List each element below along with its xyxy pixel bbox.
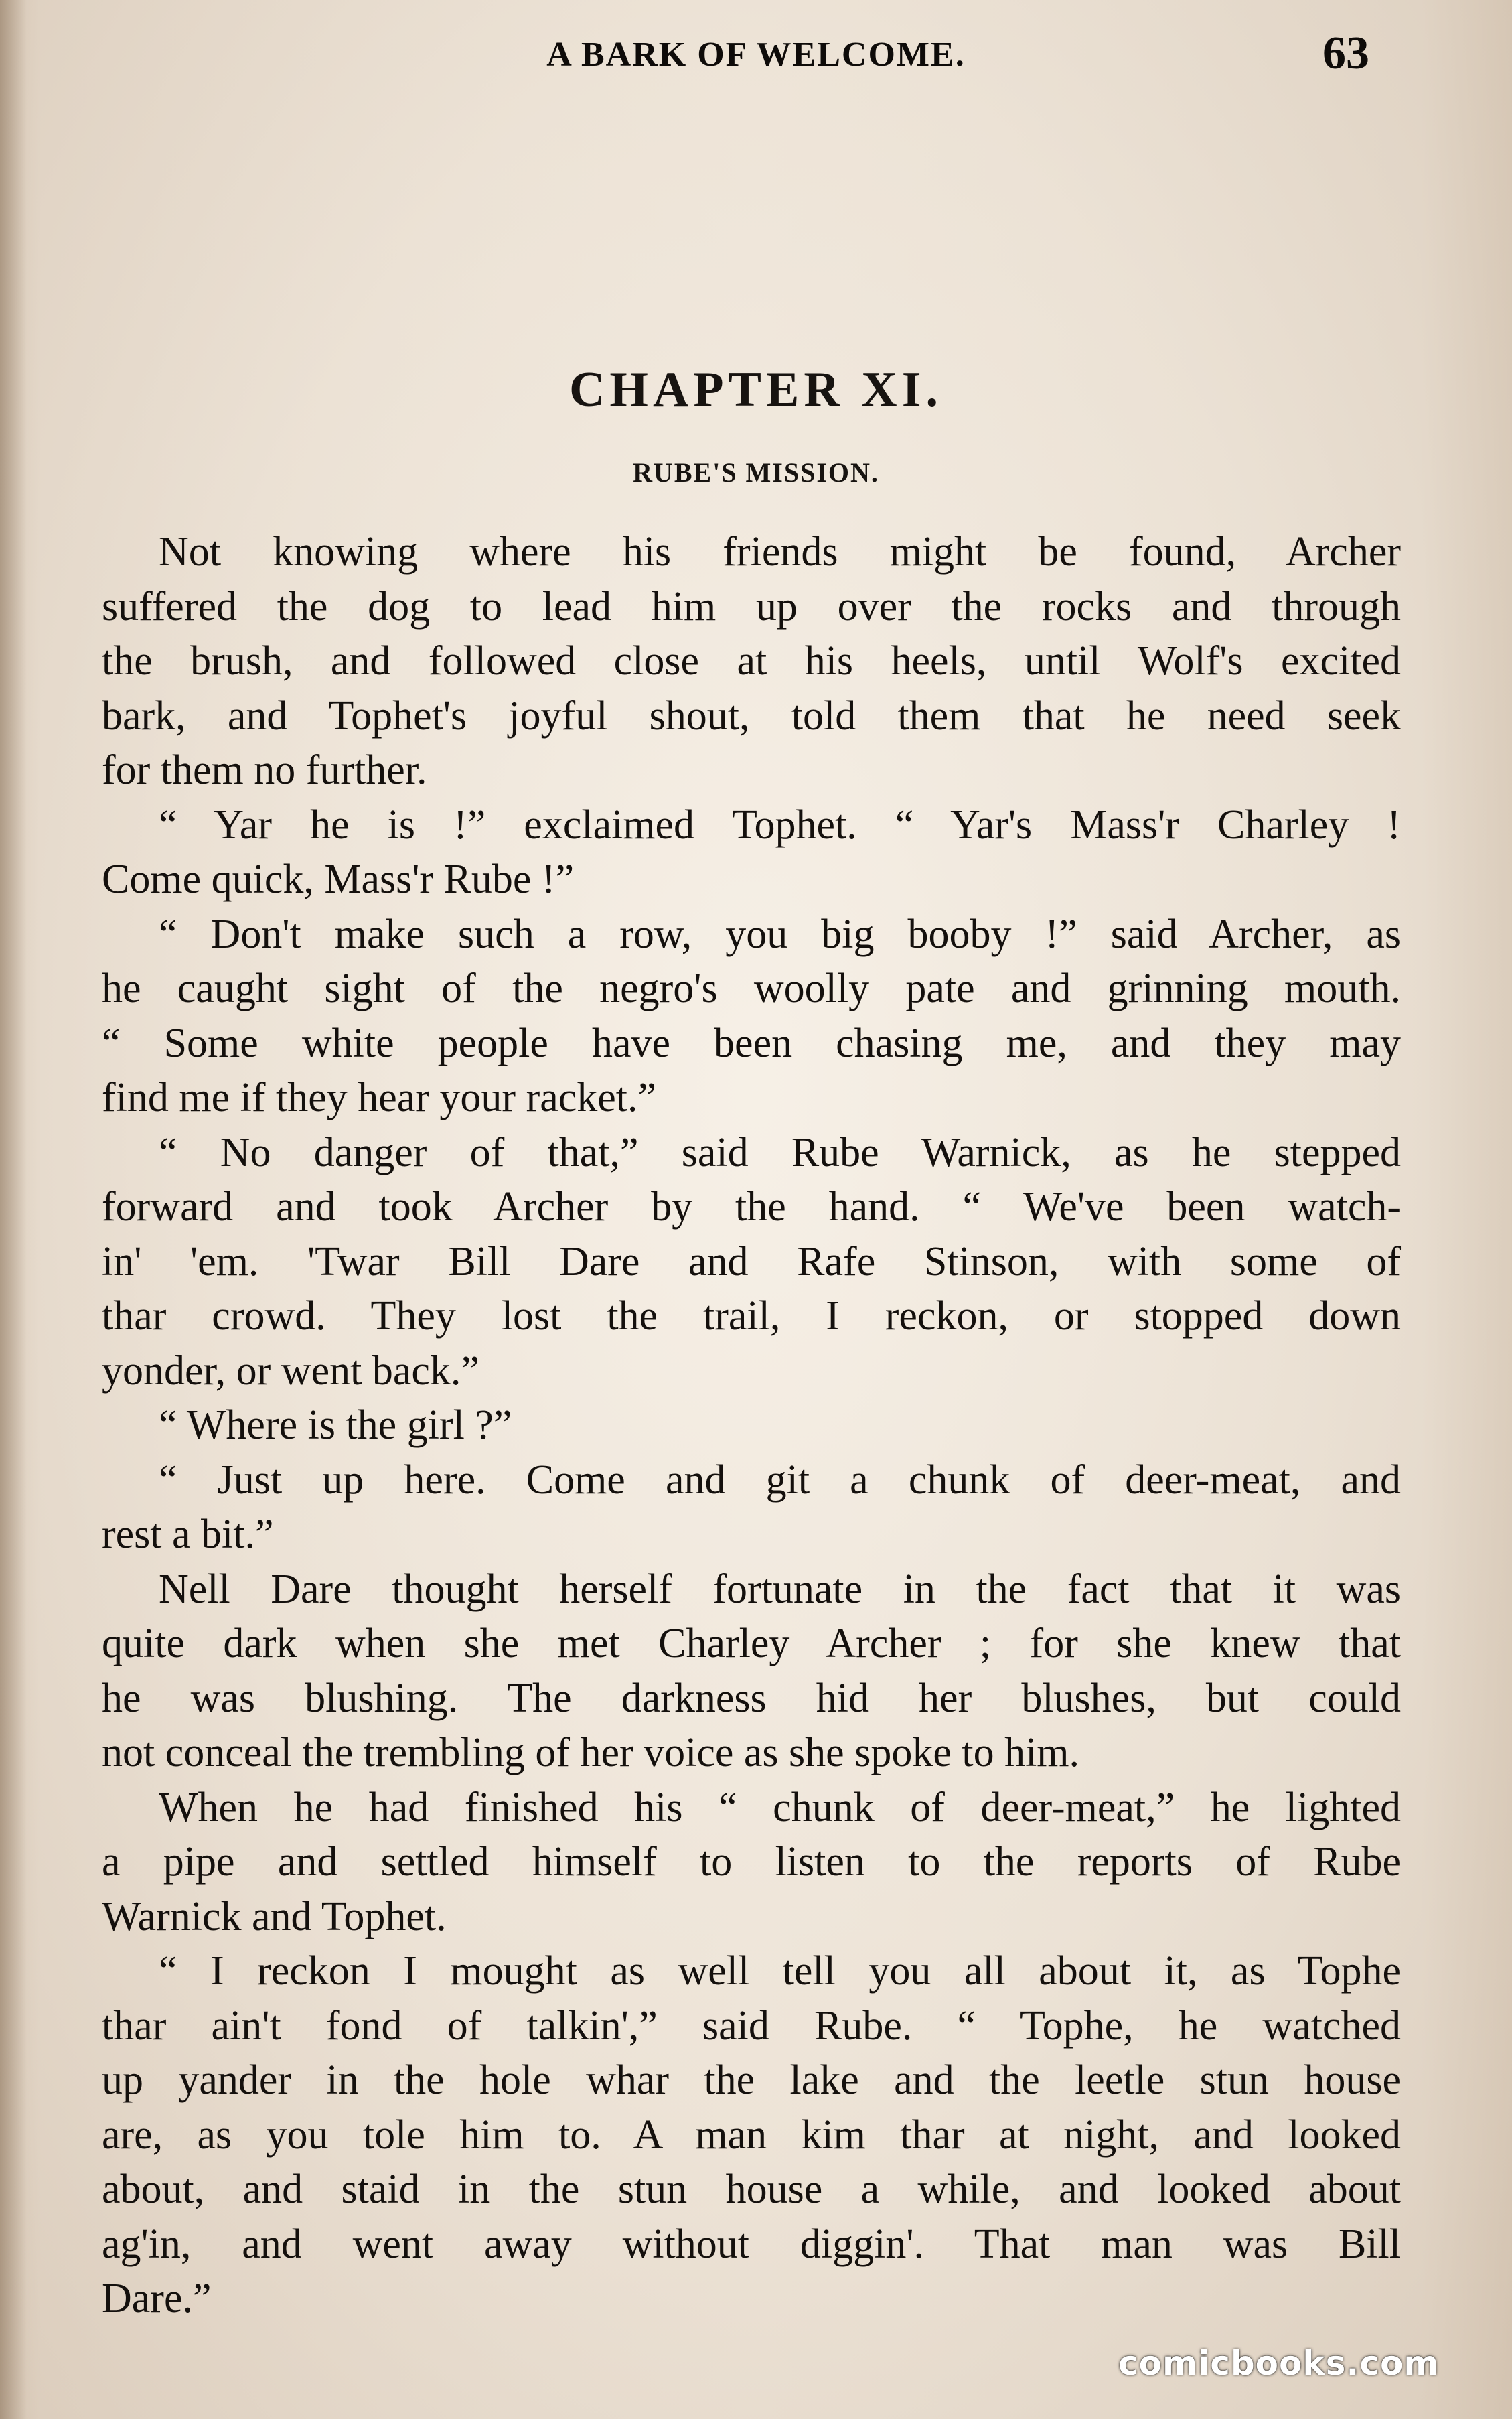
text-line: rest a bit.”	[102, 1512, 274, 1557]
text-line: “ Some white people have been chasing me, and they may	[102, 1020, 1401, 1066]
text-line: yonder, or went back.”	[102, 1347, 479, 1394]
text-line: Nell Dare thought herself fortunate in the fact that it was	[159, 1566, 1401, 1612]
text-line: ag'in, and went away without diggin'. That man was Bill	[102, 2221, 1401, 2267]
text-line: “ I reckon I mought as well tell you all about it, as Tophe	[159, 1948, 1401, 1994]
text-line: quite dark when she met Charley Archer ; for she knew that	[102, 1621, 1401, 1666]
text-line: “ Don't make such a row, you big booby !” said Archer, as	[159, 911, 1401, 957]
text-line: “ Just up here. Come and git a chunk of deer-meat, and	[159, 1457, 1401, 1503]
text-line: up yander in the hole whar the lake and the leetle stun house	[102, 2057, 1401, 2103]
body-text	[102, 525, 1401, 2327]
text-line: not conceal the trembling of her voice as she spoke to him.	[102, 1730, 1080, 1775]
chapter-subtitle: RUBE'S MISSION.	[633, 457, 879, 488]
text-line: “ Yar he is !” exclaimed Tophet. “ Yar's Mass'r Charley !	[159, 802, 1401, 848]
text-line: thar crowd. They lost the trail, I reckon, or stopped down	[102, 1293, 1401, 1339]
text-line: Dare.”	[102, 2276, 212, 2321]
text-line: he was blushing. The darkness hid her blushes, but could	[102, 1675, 1401, 1721]
text-line: When he had finished his “ chunk of deer-meat,” he lighted	[159, 1784, 1401, 1830]
text-line: thar ain't fond of talkin',” said Rube. “ Tophe, he watched	[102, 2002, 1401, 2049]
text-line: are, as you tole him to. A man kim thar at night, and looked	[102, 2112, 1401, 2158]
text-line: about, and staid in the stun house a while, and looked about	[102, 2167, 1401, 2212]
text-line: forward and took Archer by the hand. “ We've been watch-	[102, 1184, 1401, 1230]
text-line: Not knowing where his friends might be found, Archer	[159, 529, 1401, 575]
text-line: a pipe and settled himself to listen to the reports of Rube	[102, 1839, 1401, 1885]
text-line: Warnick and Tophet.	[102, 1893, 447, 1939]
text-line: the brush, and followed close at his heels, until Wolf's excited	[102, 638, 1401, 684]
text-line: bark, and Tophet's joyful shout, told them that he need seek	[102, 692, 1401, 739]
watermark: comicbooks.com	[1118, 2344, 1440, 2383]
text-line: for them no further.	[102, 747, 427, 793]
text-line: find me if they hear your racket.”	[102, 1075, 657, 1120]
page-number: 63	[1322, 27, 1369, 79]
text-line: “ No danger of that,” said Rube Warnick, as he stepped	[159, 1129, 1401, 1175]
chapter-title: CHAPTER XI.	[569, 362, 943, 417]
text-line: Come quick, Mass'r Rube !”	[102, 857, 575, 902]
text-line: suffered the dog to lead him up over the rocks and through	[102, 583, 1401, 630]
text-line: “ Where is the girl ?”	[159, 1402, 512, 1448]
text-line: he caught sight of the negro's woolly pate and grinning mouth.	[102, 966, 1401, 1011]
text-line: in' 'em. 'Twar Bill Dare and Rafe Stinson, with some of	[102, 1238, 1401, 1285]
running-head: A BARK OF WELCOME.	[546, 35, 966, 74]
